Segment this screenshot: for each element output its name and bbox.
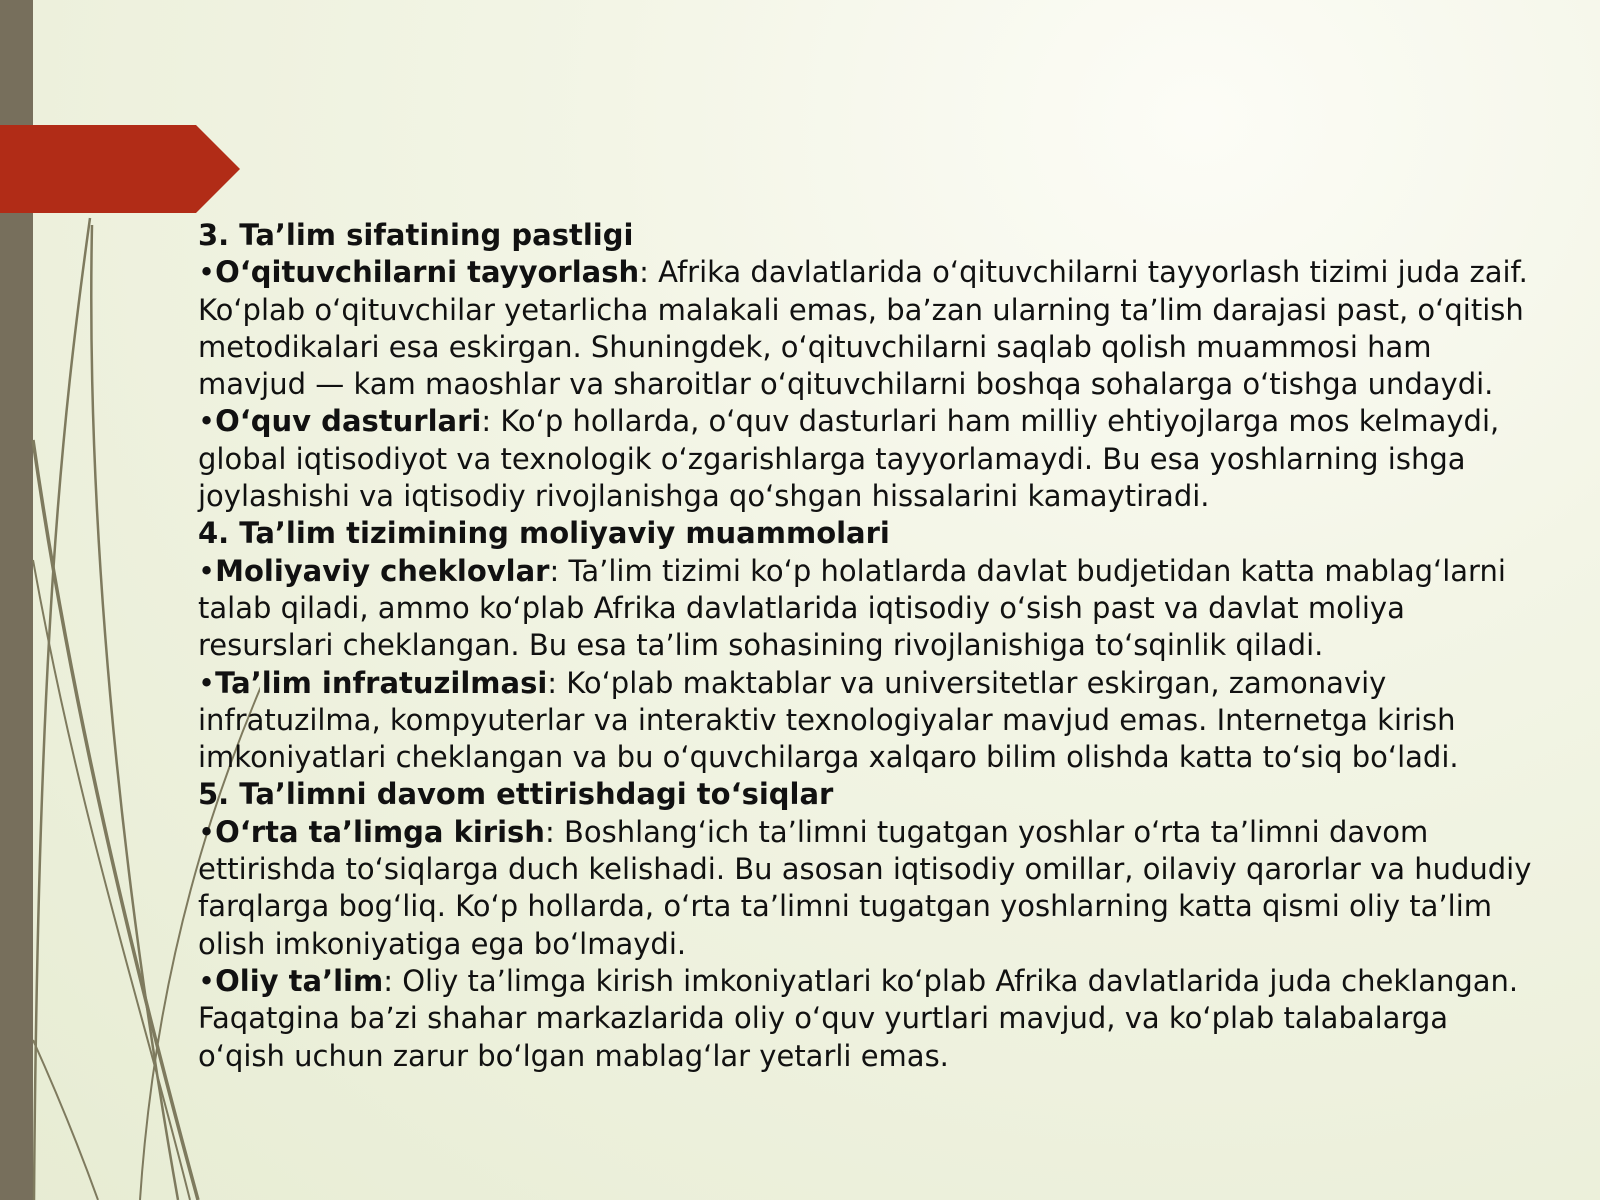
bullet-term: Oliy ta’lim [215,963,384,998]
section-heading-4: 4. Ta’lim tizimining moliyaviy muammolari [198,516,890,551]
bullet-text: : Ko‘p hollarda, o‘quv dasturlari ham milliy ehtiyojlarga mos kelmaydi, global iqtisodiyot va texnologik o‘zgarishlarga tayyorlamaydi. Bu esa yoshlarning ishga joylashishi va iqtisodiy rivojlanishga qo‘shgan hissalarini kamaytiradi. [198,404,1500,514]
bullet-marker: • [198,665,216,700]
bullet-item [198,254,1538,403]
bullet-marker: • [198,255,216,290]
bullet-term: O‘qituvchilarni tayyorlash [215,255,640,290]
bullet-text: : Ta’lim tizimi ko‘p holatlarda davlat budjetidan katta mablag‘larni talab qiladi, ammo ko‘plab Afrika davlatlarida iqtisodiy o‘sish past va davlat moliya resurslari cheklangan. Bu esa ta’lim sohasining rivojlanishiga to‘sqinlik qiladi. [198,553,1506,663]
section-heading-3: 3. Ta’lim sifatining pastligi [198,218,634,252]
bullet-term: O‘quv dasturlari [215,404,482,439]
bullet-marker: • [198,963,216,998]
bullet-item [198,963,1538,1075]
bullet-term: O‘rta ta’limga kirish [215,814,545,849]
bullet-item [198,665,1538,777]
bullet-marker: • [198,404,216,439]
bullet-term: Ta’lim infratuzilmasi [215,665,548,700]
slide-content [198,217,1538,1075]
bullet-text: : Oliy ta’limga kirish imkoniyatlari ko‘plab Afrika davlatlarida juda cheklangan. Faqatgina ba’zi shahar markazlarida oliy o‘quv yurtlari mavjud, va ko‘plab talabalarga o‘qish uchun zarur bo‘lgan mablag‘lar yetarli emas. [198,963,1519,1073]
bullet-text: : Afrika davlatlarida o‘qituvchilarni tayyorlash tizimi juda zaif. Ko‘plab o‘qituvchilar yetarlicha malakali emas, ba’zan ularning ta’lim darajasi past, o‘qitish metodikalari esa eskirgan. Shuningdek, o‘qituvchilarni saqlab qolish muammosi ham mavjud — kam maoshlar va sharoitlar o‘qituvchilarni boshqa sohalarga o‘tishga undaydi. [198,255,1528,402]
bullet-text: : Ko‘plab maktablar va universitetlar eskirgan, zamonaviy infratuzilma, kompyuterlar va interaktiv texnologiyalar mavjud emas. Internetga kirish imkoniyatlari cheklangan va bu o‘quvchilarga xalqaro bilim olishda katta to‘siq bo‘ladi. [198,665,1459,775]
bullet-marker: • [198,814,216,849]
bullet-item [198,814,1538,963]
section-heading-5: 5. Ta’limni davom ettirishdagi to‘siqlar [198,777,834,812]
bullet-marker: • [198,553,216,588]
bullet-item [198,553,1538,665]
red-arrow-ribbon [0,125,240,213]
bullet-term: Moliyaviy cheklovlar [215,553,550,588]
bullet-item [198,403,1538,515]
bullet-text: : Boshlang‘ich ta’limni tugatgan yoshlar o‘rta ta’limni davom ettirishda to‘siqlarga duch kelishadi. Bu asosan iqtisodiy omillar, oilaviy qarorlar va hududiy farqlarga bog‘liq. Ko‘p hollarda, o‘rta ta’limni tugatgan yoshlarning katta qismi oliy ta’lim olish imkoniyatiga ega bo‘lmaydi. [198,814,1532,961]
